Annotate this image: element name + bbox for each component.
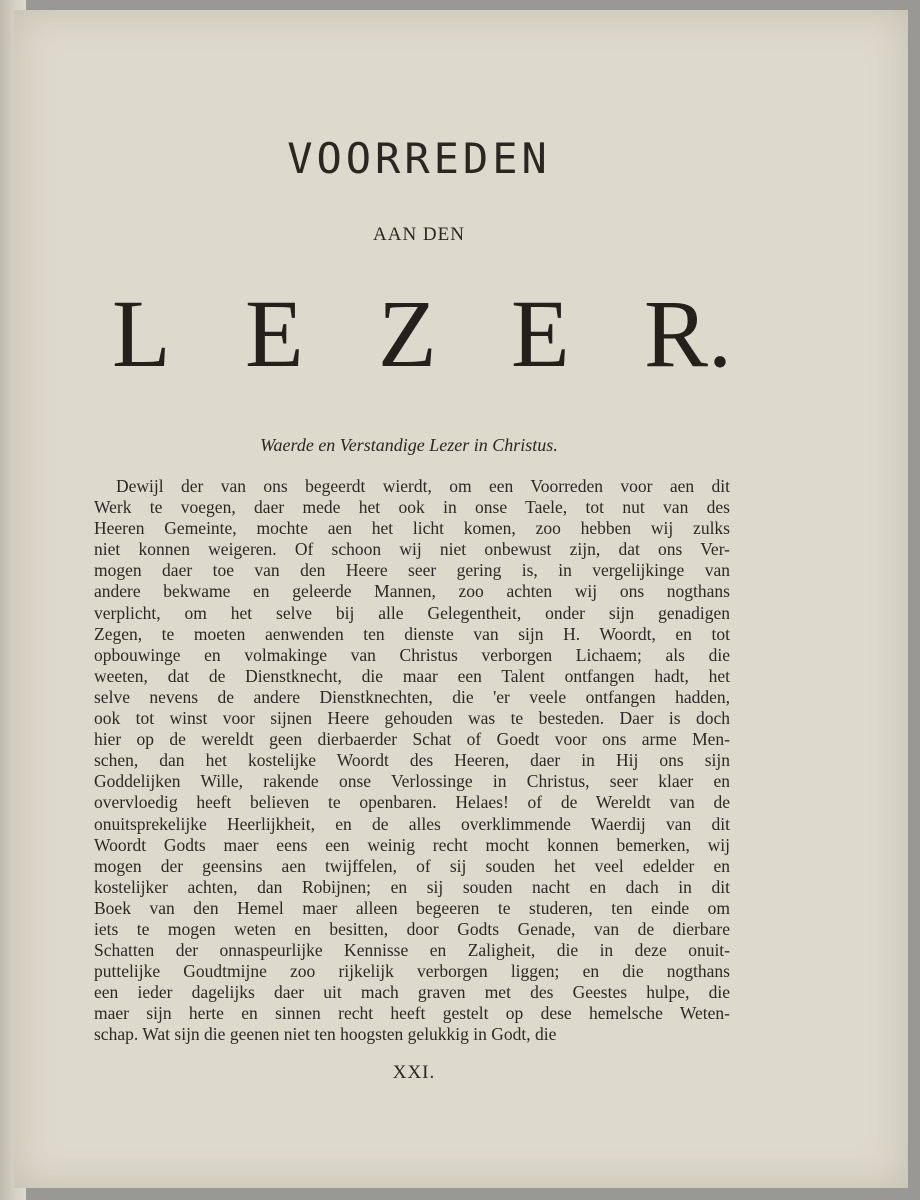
text-line: iets te mogen weten en besitten, door Godts Genade, van de dierbare	[94, 918, 730, 939]
large-letter: E	[244, 280, 304, 387]
text-line: Woordt Godts maer eens een weinig recht mocht konnen bemerken, wij	[94, 834, 730, 855]
text-line: mogen daer toe van den Heere seer gering is, in vergelijkinge van	[94, 560, 730, 581]
large-heading	[112, 278, 732, 389]
text-line: puttelijke Goudtmijne zoo rijkelijk verborgen liggen; en die nogthans	[94, 961, 730, 982]
text-line: Dewijl der van ons begeerdt wierdt, om een Voorreden voor aen dit	[116, 476, 730, 496]
text-line: verplicht, om het selve bij alle Gelegentheit, onder sijn genadigen	[94, 602, 730, 623]
large-letter: L	[112, 280, 171, 387]
text-line: niet konnen weigeren. Of schoon wij niet onbewust zijn, dat ons Ver-	[94, 539, 730, 560]
text-line: Goddelijken Wille, rakende onse Verlossinge in Christus, seer klaer en	[94, 771, 730, 792]
large-letter: R.	[643, 280, 732, 387]
text-line: Schatten der onnaspeurlijke Kennisse en Zaligheit, die in deze onuit-	[94, 940, 730, 961]
text-line: schen, dan het kostelijke Woordt des Heeren, daer in Hij ons sijn	[94, 750, 730, 771]
text-line: onuitsprekelijke Heerlijkheit, en de alles overklimmende Waerdij van dit	[94, 813, 730, 834]
text-line: opbouwinge en volmakinge van Christus verborgen Lichaem; als die	[94, 644, 730, 665]
text-line: schap. Wat sijn die geenen niet ten hoogsten gelukkig in Godt, die	[94, 1024, 557, 1045]
text-line: Boek van den Hemel maer alleen begeeren te studeren, ten einde om	[94, 897, 730, 918]
text-line: overvloedig heeft believen te openbaren. Helaes! of de Wereldt van de	[94, 792, 730, 813]
large-letter: Z	[377, 280, 437, 387]
text-line: Zegen, te moeten aenwenden ten dienste van sijn H. Woordt, en tot	[94, 623, 730, 644]
text-line: mogen der geensins aen twijffelen, of sij souden het veel edelder en	[94, 855, 730, 876]
page-number: XXI.	[392, 1062, 436, 1083]
salutation: Waerde en Verstandige Lezer in Christus.	[260, 435, 558, 455]
body-text	[94, 476, 730, 1046]
page-title: VOORREDEN	[287, 134, 551, 183]
text-line: hier op de wereldt geen dierbaerder Schat of Goedt voor ons arme Men-	[94, 729, 730, 750]
text-line: maer sijn herte en sinnen recht heeft gestelt op dese hemelsche Weten-	[94, 1003, 730, 1024]
page-subtitle: AAN DEN	[373, 224, 465, 245]
text-line: Heeren Gemeinte, mochte aen het licht komen, zoo hebben wij zulks	[94, 518, 730, 539]
text-line: kostelijker achten, dan Robijnen; en sij souden nacht en dach in dit	[94, 876, 730, 897]
text-line: een ieder dagelijks daer uit mach graven met des Geestes hulpe, die	[94, 982, 730, 1003]
text-line: ook tot winst voor sijnen Heere gehouden was te besteden. Daer is doch	[94, 708, 730, 729]
large-letter: E	[510, 280, 570, 387]
text-line: Werk te voegen, daer mede het ook in onse Taele, tot nut van des	[94, 497, 730, 518]
book-page	[14, 10, 908, 1188]
text-line: weeten, dat de Dienstknecht, die maar een Talent ontfangen hadt, het	[94, 665, 730, 686]
text-line: selve nevens de andere Dienstknechten, die 'er veele ontfangen hadden,	[94, 686, 730, 707]
text-line: andere bekwame en geleerde Mannen, zoo achten wij ons nogthans	[94, 581, 730, 602]
